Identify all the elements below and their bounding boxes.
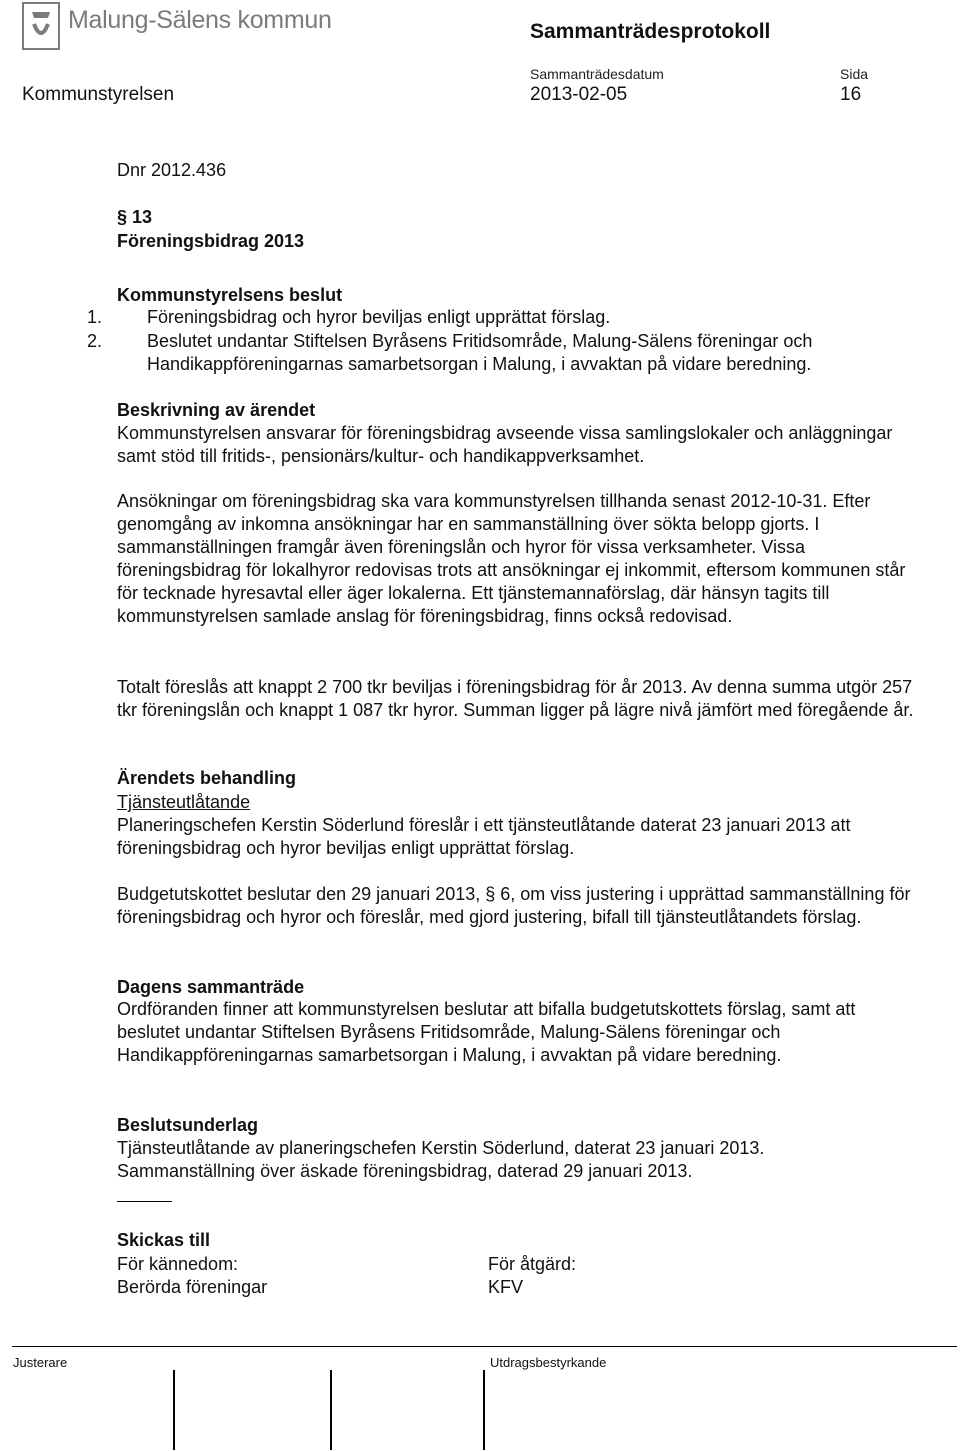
footer-signatory-label: Justerare — [13, 1355, 68, 1370]
meeting-date: 2013-02-05 — [530, 84, 628, 105]
description-heading: Beskrivning av ärendet — [117, 400, 316, 420]
send-to-col1-label: För kännedom: — [117, 1254, 239, 1274]
page-label: Sida — [840, 66, 869, 82]
case-title: Föreningsbidrag 2013 — [117, 231, 305, 251]
decision-item — [87, 330, 947, 376]
date-label: Sammanträdesdatum — [530, 66, 664, 82]
coat-of-arms-icon — [22, 2, 62, 52]
footer-rule — [12, 1346, 957, 1347]
decision-item-number: 1. — [87, 307, 103, 327]
decision-item-text: Föreningsbidrag och hyror beviljas enligt upprättat förslag. — [147, 307, 611, 327]
description-paragraph: Totalt föreslås att knappt 2 700 tkr beviljas i föreningsbidrag för år 2013. Av denna summa utgör 257 tkr föreningslån och knappt 1 087 tkr hyror. Summan ligger på lägre nivå jämfört med föregående år. — [117, 677, 914, 720]
separator-line — [117, 1201, 172, 1202]
municipality-logo — [22, 2, 332, 52]
basis-heading: Beslutsunderlag — [117, 1115, 259, 1135]
decision-item — [87, 306, 947, 329]
basis-line: Tjänsteutlåtande av planeringschefen Kerstin Söderlund, daterat 23 januari 2013. — [117, 1138, 765, 1158]
decision-item-number: 2. — [87, 331, 103, 351]
meeting-heading: Dagens sammanträde — [117, 977, 305, 997]
decision-item-text: Beslutet undantar Stiftelsen Byråsens Fritidsområde, Malung-Sälens föreningar och Handikappföreningarnas samarbetsorgan i Malung, i avvaktan på vidare beredning. — [147, 331, 813, 374]
basis-line: Sammanställning över äskade föreningsbidrag, daterad 29 januari 2013. — [117, 1161, 693, 1181]
footer-certification-label: Utdragsbestyrkande — [490, 1355, 607, 1370]
description-paragraph: Ansökningar om föreningsbidrag ska vara kommunstyrelsen tillhanda senast 2012-10-31. Efter genomgång av inkomna ansökningar har en sammanställning över sökta belopp gjorts. I sammanställningen framgår även föreningslån och hyror för vissa verksamheter. Vissa föreningsbidrag för lokalhyror redovisas trots att ansökningar ej inkommit, eftersom kommunen står för tecknade hyresavtal eller äger lokalerna. Ett tjänstemannaförslag, där hänsyn tagits till kommunstyrelsen samlade anslag för föreningsbidrag, finns också redovisad. — [117, 491, 906, 626]
meeting-paragraph: Ordföranden finner att kommunstyrelsen beslutar att bifalla budgetutskottets förslag, samt att beslutet undantar Stiftelsen Byråsens Fritidsområde, Malung-Sälens föreningar och Handikappföreningarnas samarbetsorgan i Malung, i avvaktan på vidare beredning. — [117, 999, 856, 1065]
case-number: Dnr 2012.436 — [117, 160, 227, 180]
handling-subheading: Tjänsteutlåtande — [117, 792, 251, 812]
description-paragraph: Kommunstyrelsen ansvarar för föreningsbidrag avseende vissa samlingslokaler och anläggningar samt stöd till fritids-, pensionärs/kultur- och handikappverksamhet. — [117, 423, 893, 466]
handling-heading: Ärendets behandling — [117, 768, 297, 788]
handling-paragraph: Budgetutskottet beslutar den 29 januari 2013, § 6, om viss justering i upprättad sammanställning för föreningsbidrag och hyror och föreslår, med gjord justering, bifall till tjänsteutlåtandets förslag. — [117, 884, 911, 927]
organization-name: Malung-Sälens kommun — [68, 6, 332, 34]
send-to-col2-label: För åtgärd: — [488, 1254, 577, 1274]
handling-paragraph: Planeringschefen Kerstin Söderlund föreslår i ett tjänsteutlåtande daterat 23 januari 2013 att föreningsbidrag och hyror beviljas enligt upprättat förslag. — [117, 815, 851, 858]
paragraph-number: § 13 — [117, 207, 153, 227]
signature-field-divider — [330, 1370, 332, 1450]
send-to-col1-value: Berörda föreningar — [117, 1277, 268, 1297]
send-to-heading: Skickas till — [117, 1230, 211, 1250]
send-to-col2-value: KFV — [488, 1277, 524, 1297]
body-name: Kommunstyrelsen — [22, 84, 175, 105]
signature-field-divider — [173, 1370, 175, 1450]
page-number: 16 — [840, 84, 862, 105]
decision-heading: Kommunstyrelsens beslut — [117, 285, 343, 305]
document-type: Sammanträdesprotokoll — [530, 20, 771, 43]
signature-field-divider — [483, 1370, 485, 1450]
